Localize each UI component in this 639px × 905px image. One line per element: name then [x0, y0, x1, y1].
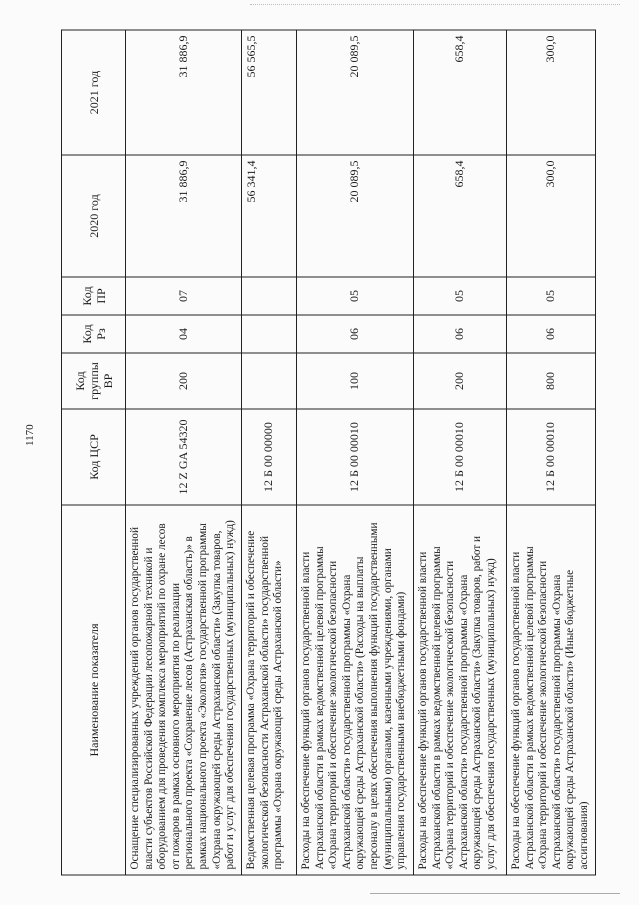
budget-table	[61, 30, 596, 876]
page-number: 1170	[24, 424, 36, 446]
header-csr: Код ЦСР	[62, 409, 126, 505]
row-2021: 31 886,9	[126, 30, 242, 155]
scan-edge-mark-bottom	[370, 893, 620, 894]
row-2020: 31 886,9	[126, 155, 242, 277]
row-pr: 05	[414, 277, 507, 315]
header-rz: Код Рз	[62, 315, 126, 353]
table-row	[126, 30, 242, 875]
row-csr: 12 Б 00 00010	[507, 409, 596, 505]
row-rz: 06	[507, 315, 596, 353]
row-pr: 07	[126, 277, 242, 315]
header-2020: 2020 год	[62, 155, 126, 277]
row-rz	[242, 315, 297, 353]
table-row	[297, 30, 414, 875]
row-pr: 05	[297, 277, 414, 315]
row-name: Расходы на обеспечение функций органов государственной власти Астраханской области в рамках ведомственной целевой программы «Охрана территорий и обеспечение экологической безопасности Астраханской области» государственной программы «Охрана окружающей среды Астраханской области» (Расходы на выплаты персоналу в целях обеспечения выполнения функций государственными (муниципальными) органами, казенными учреждениями, органами управления государственными внебюджетными фондами)	[297, 505, 414, 875]
row-name: Расходы на обеспечение функций органов государственной власти Астраханской области в рамках ведомственной целевой программы «Охрана территорий и обеспечение экологической безопасности Астраханской области» государственной программы «Охрана окружающей среды Астраханской области» (Иные бюджетные ассигнования)	[507, 505, 596, 875]
row-vr: 800	[507, 353, 596, 409]
row-2021: 658,4	[414, 30, 507, 155]
header-name: Наименование показателя	[62, 505, 126, 875]
row-csr: 12 Z GA 54320	[126, 409, 242, 505]
row-name: Расходы на обеспечение функций органов государственной власти Астраханской области в рамках ведомственной целевой программы «Охрана территорий и обеспечение экологической безопасности Астраханской области» государственной программы «Охрана окружающей среды Астраханской области» (Закупка товаров, работ и услуг для обеспечения государственных (муниципальных) нужд)	[414, 505, 507, 875]
scan-edge-mark	[250, 4, 620, 5]
row-2020: 56 341,4	[242, 155, 297, 277]
row-rz: 06	[297, 315, 414, 353]
row-vr	[242, 353, 297, 409]
row-csr: 12 Б 00 00000	[242, 409, 297, 505]
row-2021: 56 565,5	[242, 30, 297, 155]
row-rz: 06	[414, 315, 507, 353]
row-2020: 658,4	[414, 155, 507, 277]
row-name: Оснащение специализированных учреждений органов государственной власти субъектов Российской Федерации лесопожарной техникой и оборудованием для проведения комплекса мероприятий по охране лесов от пожаров в рамках основного мероприятия по реализации регионального проекта «Сохранение лесов (Астраханская область)» в рамках национального проекта «Экология» государственной программы «Охрана окружающей среды Астраханской области» (Закупка товаров, работ и услуг для обеспечения государственных (муниципальных) нужд)	[126, 505, 242, 875]
row-name: Ведомственная целевая программа «Охрана территорий и обеспечение экологической безопасности Астраханской области» государственной программы «Охрана окружающей среды Астраханской области»	[242, 505, 297, 875]
row-2021: 20 089,5	[297, 30, 414, 155]
row-vr: 200	[126, 353, 242, 409]
table-header-row	[62, 30, 126, 875]
budget-table-sheet	[61, 31, 591, 876]
row-2021: 300,0	[507, 30, 596, 155]
row-vr: 200	[414, 353, 507, 409]
header-pr: Код ПР	[62, 277, 126, 315]
header-2021: 2021 год	[62, 30, 126, 155]
row-2020: 20 089,5	[297, 155, 414, 277]
row-pr	[242, 277, 297, 315]
row-vr: 100	[297, 353, 414, 409]
row-rz: 04	[126, 315, 242, 353]
row-pr: 05	[507, 277, 596, 315]
row-csr: 12 Б 00 00010	[297, 409, 414, 505]
table-row	[507, 30, 596, 875]
table-row	[414, 30, 507, 875]
header-vr: Код группы ВР	[62, 353, 126, 409]
row-csr: 12 Б 00 00010	[414, 409, 507, 505]
row-2020: 300,0	[507, 155, 596, 277]
table-row	[242, 30, 297, 875]
